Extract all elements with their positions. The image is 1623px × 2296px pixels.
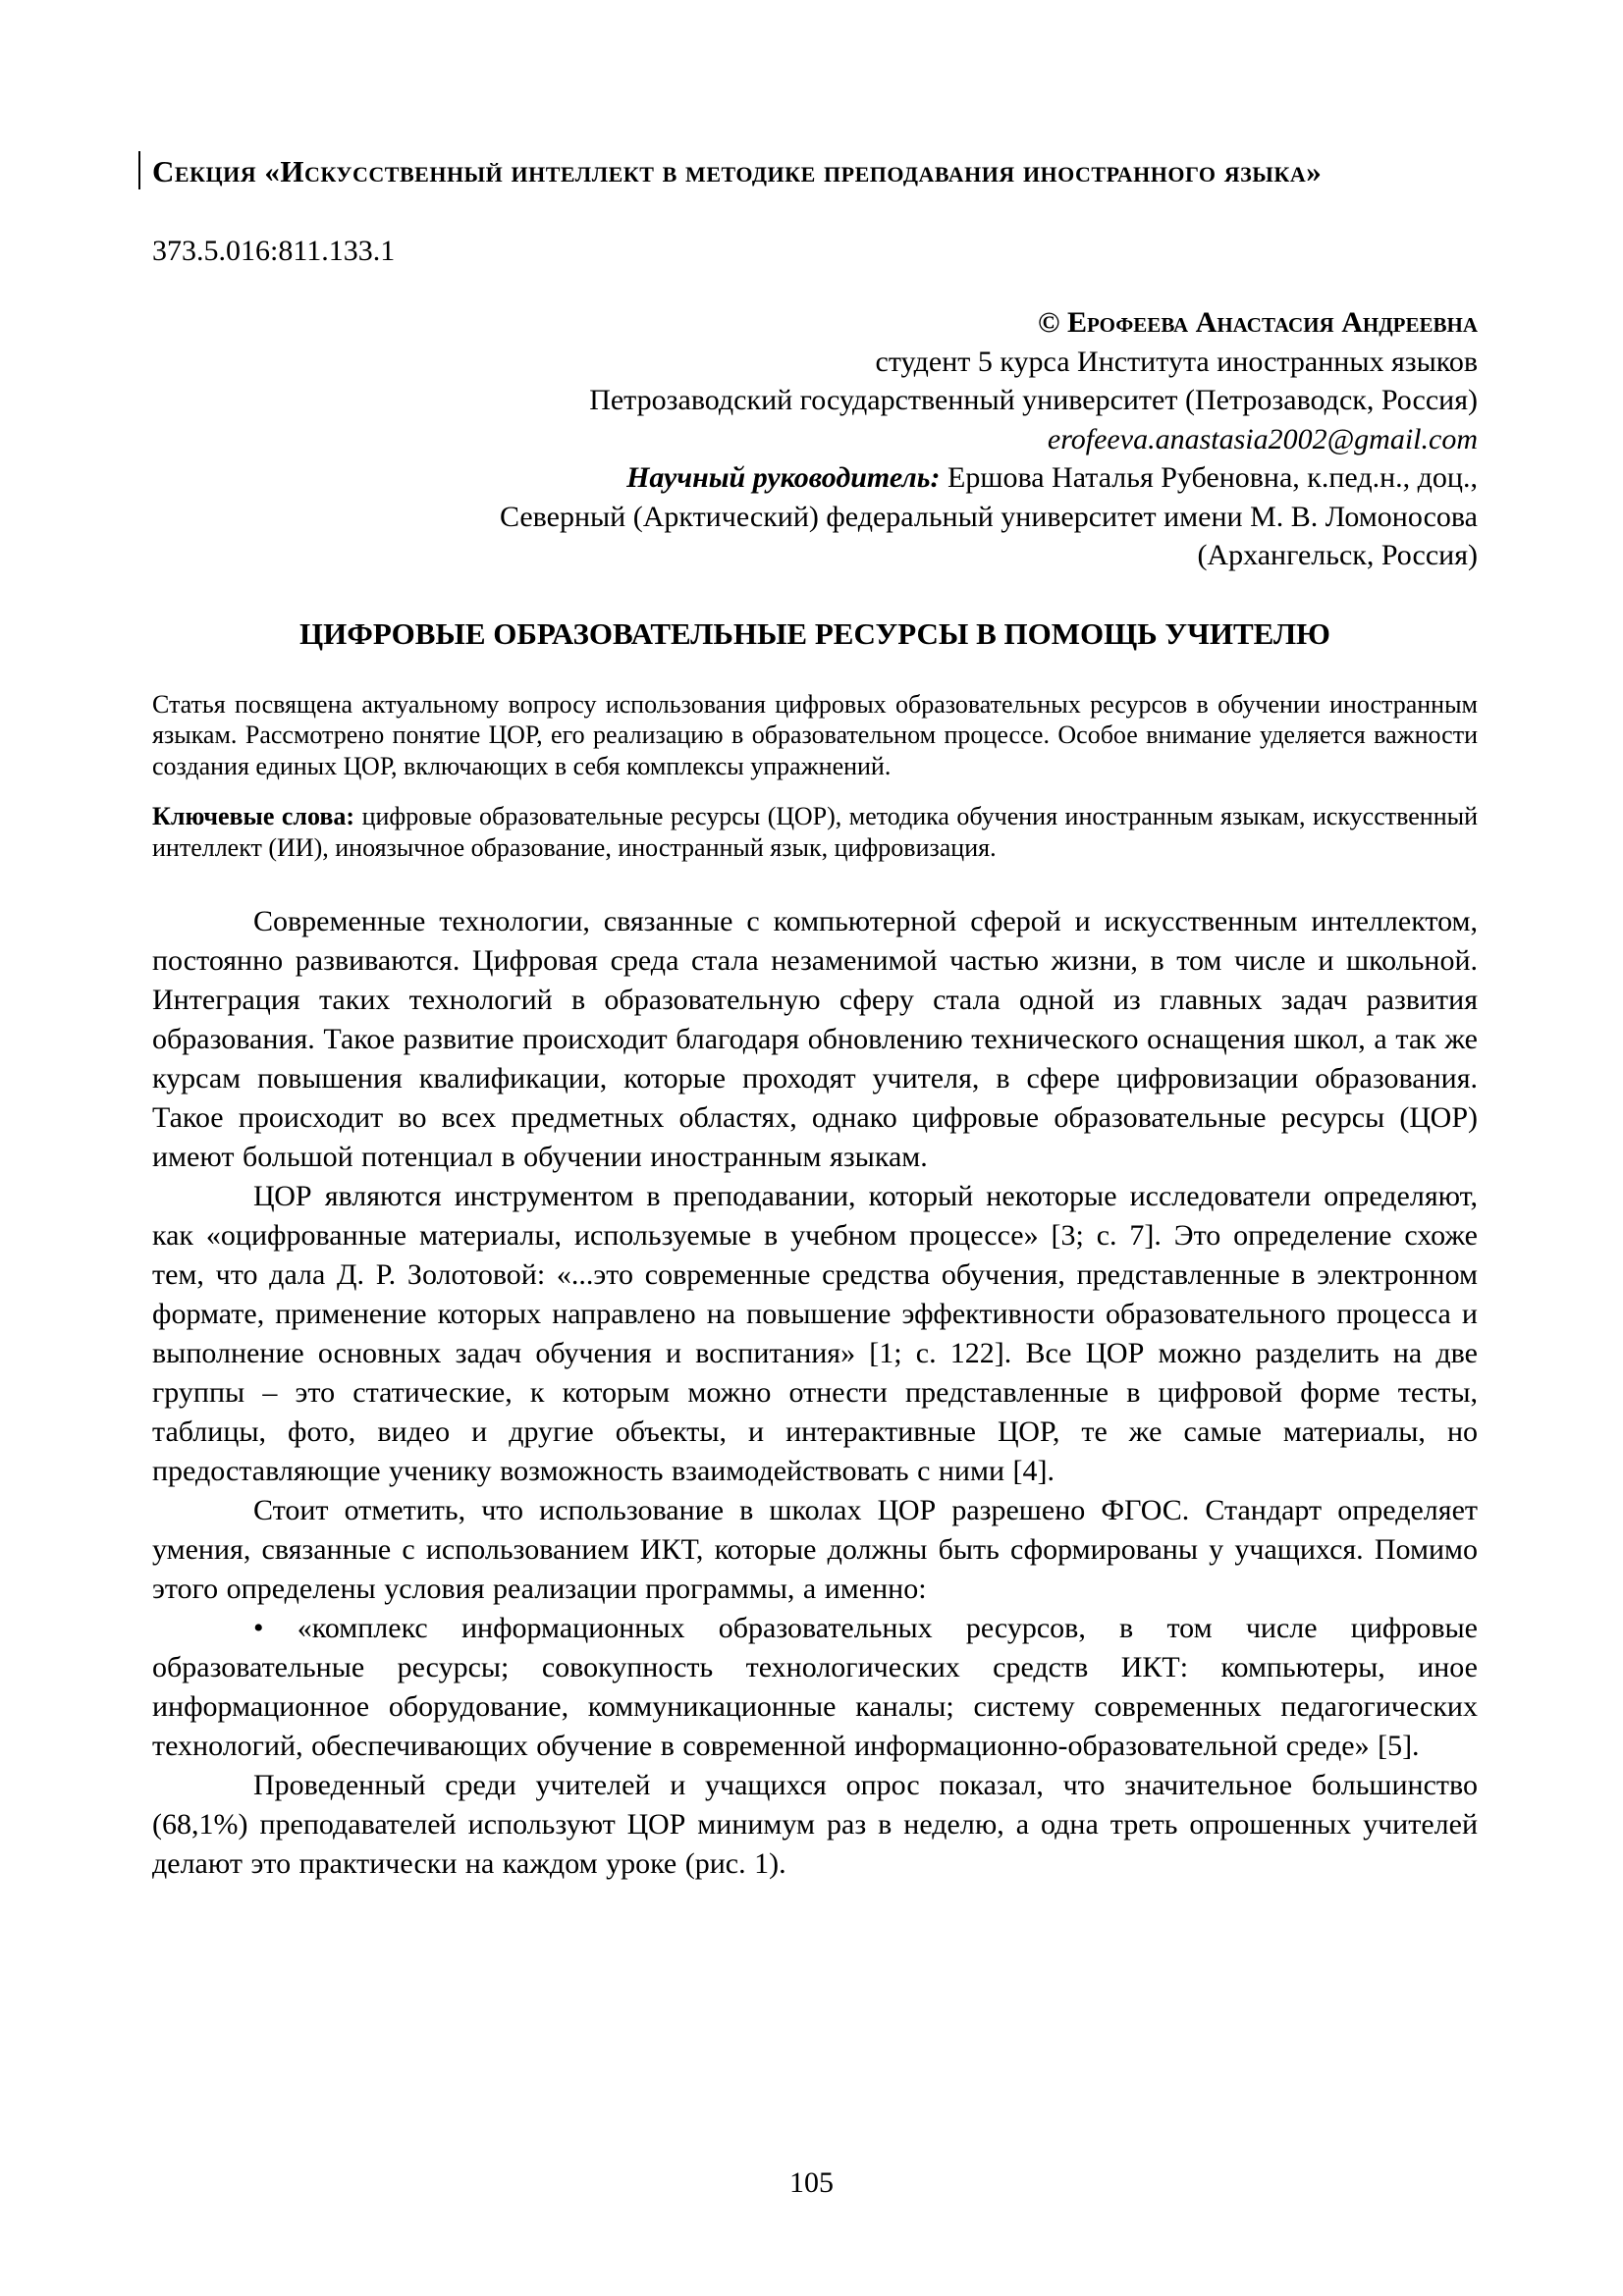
body-paragraph: Проведенный среди учителей и учащихся опрос показал, что значительное большинство (68,1%) преподавателей используют ЦОР минимум раз в неделю, а одна треть опрошенных учителей делают это практически на каждом уроке (рис. 1). (152, 1769, 1478, 1880)
section-title: Секция «Искусственный интеллект в методике преподавания иностранного языка» (152, 154, 1323, 188)
advisor-label: Научный руководитель: (626, 461, 941, 494)
bullet-text: «комплекс информационных образовательных ресурсов, в том числе цифровые образовательные ресурсы; совокупность технологических средств ИКТ: компьютеры, иное информационное оборудование, коммуникационные каналы; систему современных педагогических технологий, обеспечивающих обучение в современной информационно-образовательной среде» [5]. (152, 1612, 1478, 1762)
udc-code: 373.5.016:811.133.1 (152, 235, 396, 267)
text-block (152, 0, 1478, 1884)
advisor-affiliation: Северный (Арктический) федеральный университет имени М. В. Ломоносова (499, 500, 1478, 533)
revision-bar (138, 151, 140, 189)
body-paragraph: ЦОР являются инструментом в преподавании, который некоторые исследователи определяют, как «оцифрованные материалы, используемые в учебном процессе» [3; с. 7]. Это определение схоже тем, что дала Д. Р. Золотовой: «...это современные средства обучения, представленные в электронном формате, применение которых направлено на повышение эффективности образовательного процесса и выполнение основных задач обучения и воспитания» [1; с. 122]. Все ЦОР можно разделить на две группы – это статические, к которым можно отнести представленные в цифровой форме тесты, таблицы, фото, видео и другие объекты, и интерактивные ЦОР, те же самые материалы, но предоставляющие ученику возможность взаимодействовать с ними [4]. (152, 1180, 1478, 1487)
advisor-location: (Архангельск, Россия) (1197, 539, 1478, 571)
bullet-marker: • (253, 1612, 264, 1644)
keywords-label: Ключевые слова: (152, 802, 355, 830)
author-email: erofeeva.anastasia2002@gmail.com (1047, 422, 1478, 455)
body-paragraph: Стоит отметить, что использование в школах ЦОР разрешено ФГОС. Стандарт определяет умения, связанные с использованием ИКТ, которые должны быть сформированы у учащихся. Помимо этого определены условия реализации программы, а именно: (152, 1494, 1478, 1605)
article-body (152, 902, 1478, 1884)
page-number: 105 (789, 2166, 834, 2199)
keywords-line (152, 801, 1478, 863)
article-title: ЦИФРОВЫЕ ОБРАЗОВАТЕЛЬНЫЕ РЕСУРСЫ В ПОМОЩЬ УЧИТЕЛЮ (299, 615, 1330, 651)
author-block (152, 303, 1478, 575)
author-copyright-line: © Ерофеева Анастасия Андреевна (1038, 306, 1478, 339)
keywords-text: цифровые образовательные ресурсы (ЦОР), методика обучения иностранным языкам, искусственный интеллект (ИИ), иноязычное образование, иностранный язык, цифровизация. (152, 802, 1478, 862)
author-role: студент 5 курса Института иностранных языков (875, 345, 1478, 378)
body-paragraph: Современные технологии, связанные с компьютерной сферой и искусственным интеллектом, постоянно развиваются. Цифровая среда стала незаменимой частью жизни, в том числе и школьной. Интеграция таких технологий в образовательную сферу стала одной из главных задач развития образования. Такое развитие происходит благодаря обновлению технического оснащения школ, а так же курсам повышения квалификации, которые проходят учителя, в сфере цифровизации образования. Такое происходит во всех предметных областях, однако цифровые образовательные ресурсы (ЦОР) имеют большой потенциал в обучении иностранным языкам. (152, 905, 1478, 1173)
section-header (152, 147, 1478, 195)
advisor-line (152, 458, 1478, 498)
author-university: Петрозаводский государственный университет (Петрозаводск, Россия) (589, 384, 1478, 416)
article-abstract: Статья посвящена актуальному вопросу использования цифровых образовательных ресурсов в обучении иностранным языкам. Рассмотрено понятие ЦОР, его реализацию в образовательном процессе. Особое внимание уделяется важности создания единых ЦОР, включающих в себя комплексы упражнений. (152, 689, 1478, 780)
bullet-paragraph (152, 1609, 1478, 1766)
advisor-name: Ершова Наталья Рубеновна, к.пед.н., доц., (947, 461, 1478, 494)
